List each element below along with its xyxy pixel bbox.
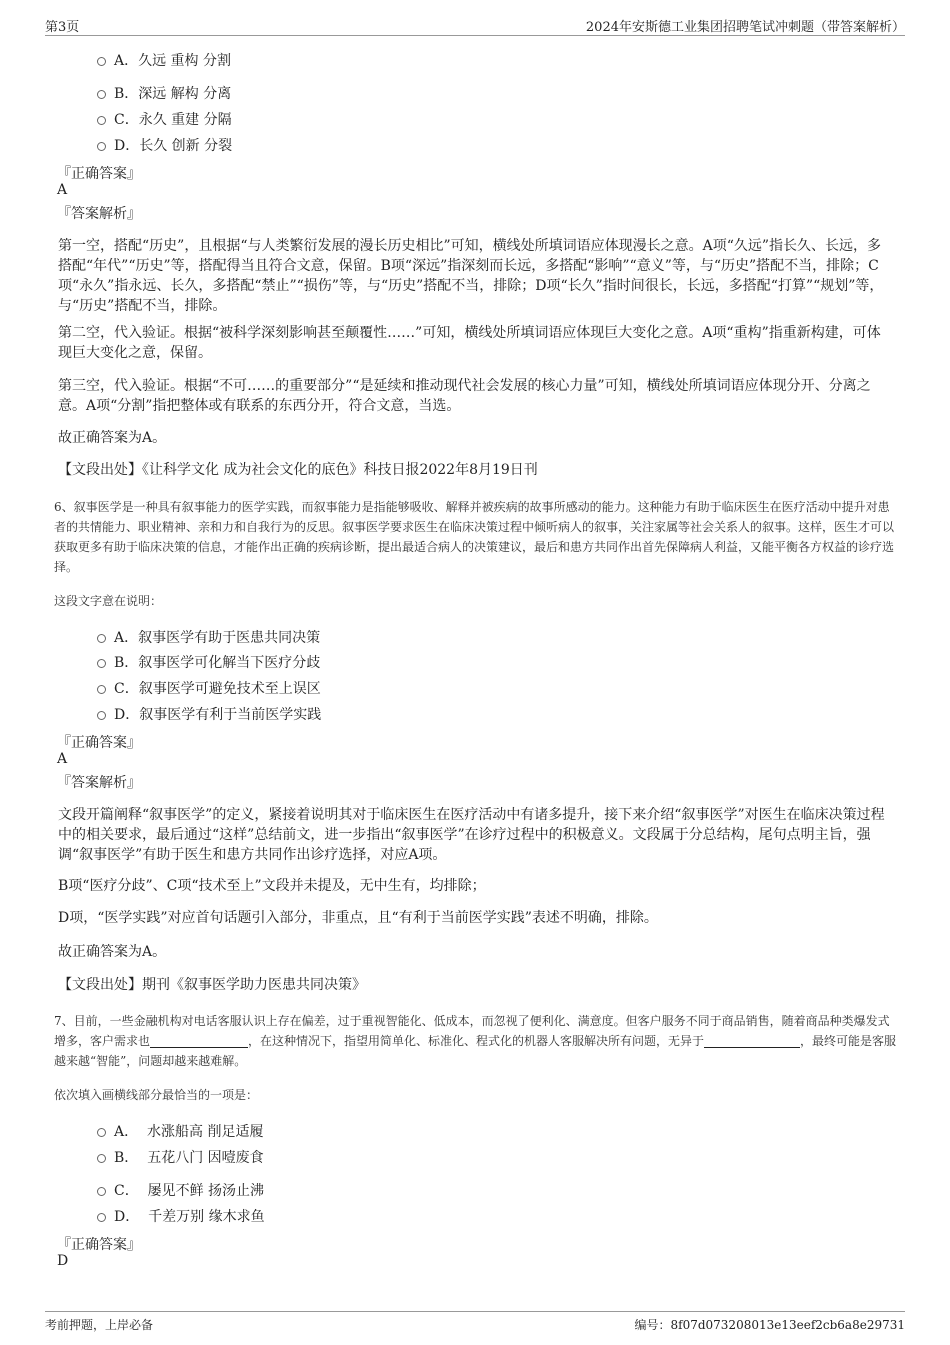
q6-option-c[interactable]: C．叙事医学可避免技术至上误区 <box>97 678 321 698</box>
radio-icon[interactable] <box>97 634 106 643</box>
fill-blank-1[interactable] <box>150 1034 248 1048</box>
q7-option-c[interactable]: C． 屡见不鲜 扬汤止沸 <box>97 1180 264 1200</box>
q5-source: 【文段出处】《让科学文化 成为社会文化的底色》科技日报2022年8月19日刊 <box>58 462 538 478</box>
q5-analysis-label: 『答案解析』 <box>57 206 141 222</box>
q6-analysis-p2: B项“医疗分歧”、C项“技术至上”文段并未提及，无中生有，均排除； <box>58 878 486 894</box>
q5-answer-label: 『正确答案』 <box>57 166 141 182</box>
q5-option-d[interactable]: D．长久 创新 分裂 <box>97 135 232 155</box>
q7-stem: 7、目前，一些金融机构对电话客服认识上存在偏差，过于重视智能化、低成本，而忽视了便利化、满意度。但客户服务不同于商品销售，随着商品种类爆发式增多，客户需求也 ，在这种情况下，指望用简单化、标准化、程式化的机器人客服解决所有问题，无异于 ，最终可能是客服越来越“智能”，问题却越来越难解。 <box>54 1014 897 1068</box>
document-id: 编号：8f07d073208013e13eef2cb6a8e29731 <box>634 1318 905 1332</box>
q7-answer: D <box>57 1253 69 1269</box>
page-footer <box>45 1311 905 1335</box>
q6-analysis-p3: D项，“医学实践”对应首句话题引入部分，非重点，且“有利于当前医学实践”表述不明确，排除。 <box>58 910 658 926</box>
q5-analysis-p3: 第三空，代入验证。根据“不可……的重要部分”“是延续和推动现代社会发展的核心力量”可知，横线处所填词语应体现分开、分离之意。A项“分割”指把整体或有联系的东西分开，符合文意，当选。 <box>58 378 871 414</box>
q6-analysis-label: 『答案解析』 <box>57 775 141 791</box>
radio-icon[interactable] <box>97 1128 106 1137</box>
q6-option-d[interactable]: D．叙事医学有利于当前医学实践 <box>97 704 321 724</box>
q7-option-d[interactable]: D． 千差万别 缘木求鱼 <box>97 1206 265 1226</box>
radio-icon[interactable] <box>97 685 106 694</box>
q7-option-b[interactable]: B． 五花八门 因噎废食 <box>97 1147 264 1167</box>
q6-conclusion: 故正确答案为A。 <box>58 944 167 960</box>
footer-slogan: 考前押题，上岸必备 <box>45 1318 154 1332</box>
q6-answer: A <box>57 751 68 767</box>
q6-analysis-p1: 文段开篇阐释“叙事医学”的定义，紧接着说明其对于临床医生在医疗活动中有诸多提升，接下来介绍“叙事医学”对医生在临床决策过程中的相关要求，最后通过“这样”总结前文，进一步指出“叙事医学”在诊疗过程中的积极意义。文段属于分总结构，尾句点明主旨，强调“叙事医学”有助于医生和患方共同作出诊疗选择，对应A项。 <box>58 807 885 863</box>
q5-analysis-p2: 第二空，代入验证。根据“被科学深刻影响甚至颠覆性……”可知，横线处所填词语应体现巨大变化之意。A项“重构”指重新构建，可体现巨大变化之意，保留。 <box>58 325 881 361</box>
document-title: 2024年安斯德工业集团招聘笔试冲刺题（带答案解析） <box>585 20 905 35</box>
q7-option-a[interactable]: A． 水涨船高 削足适履 <box>97 1121 263 1141</box>
q5-answer: A <box>57 182 68 198</box>
page-header <box>45 14 905 36</box>
radio-icon[interactable] <box>97 116 106 125</box>
fill-blank-2[interactable] <box>704 1034 800 1048</box>
q6-prompt: 这段文字意在说明： <box>54 594 163 608</box>
radio-icon[interactable] <box>97 1187 106 1196</box>
q6-source: 【文段出处】期刊《叙事医学助力医患共同决策》 <box>58 977 366 993</box>
radio-icon[interactable] <box>97 142 106 151</box>
q5-conclusion: 故正确答案为A。 <box>58 430 167 446</box>
radio-icon[interactable] <box>97 1154 106 1163</box>
radio-icon[interactable] <box>97 711 106 720</box>
q5-analysis-p1: 第一空，搭配“历史”，且根据“与人类繁衍发展的漫长历史相比”可知，横线处所填词语应体现漫长之意。A项“久远”指长久、长远，多搭配“年代”“历史”等，搭配得当且符合文意，保留。B项“深远”指深刻而长远，多搭配“影响”“意义”等，与“历史”搭配不当，排除；C项“永久”指永远、长久，多搭配“禁止”“损伤”等，与“历史”搭配不当，排除；D项“长久”指时间很长，长远，多搭配“打算”“规划”等，与“历史”搭配不当，排除。 <box>58 238 884 314</box>
q5-option-a[interactable]: A．久远 重构 分割 <box>97 50 231 70</box>
q6-answer-label: 『正确答案』 <box>57 735 141 751</box>
q5-option-c[interactable]: C．永久 重建 分隔 <box>97 109 232 129</box>
q6-option-b[interactable]: B．叙事医学可化解当下医疗分歧 <box>97 652 320 672</box>
radio-icon[interactable] <box>97 57 106 66</box>
q5-option-b[interactable]: B．深远 解构 分离 <box>97 83 231 103</box>
q7-answer-label: 『正确答案』 <box>57 1237 141 1253</box>
q6-stem: 6、叙事医学是一种具有叙事能力的医学实践，而叙事能力是指能够吸收、解释并被疾病的故事所感动的能力。这种能力有助于临床医生在医疗活动中提升对患者的共情能力、职业精神、亲和力和自我行为的反思。叙事医学要求医生在临床决策过程中倾听病人的叙事，关注家属等社会关系人的叙事。这样，医生才可以获取更多有助于临床决策的信息，才能作出正确的疾病诊断，提出最适合病人的决策建议，最后和患方共同作出首先保障病人利益，又能平衡各方权益的诊疗选择。 <box>54 500 895 574</box>
page-number: 第3页 <box>45 20 80 35</box>
radio-icon[interactable] <box>97 659 106 668</box>
q7-prompt: 依次填入画横线部分最恰当的一项是： <box>54 1088 259 1102</box>
radio-icon[interactable] <box>97 1213 106 1222</box>
radio-icon[interactable] <box>97 90 106 99</box>
q6-option-a[interactable]: A．叙事医学有助于医患共同决策 <box>97 627 320 647</box>
